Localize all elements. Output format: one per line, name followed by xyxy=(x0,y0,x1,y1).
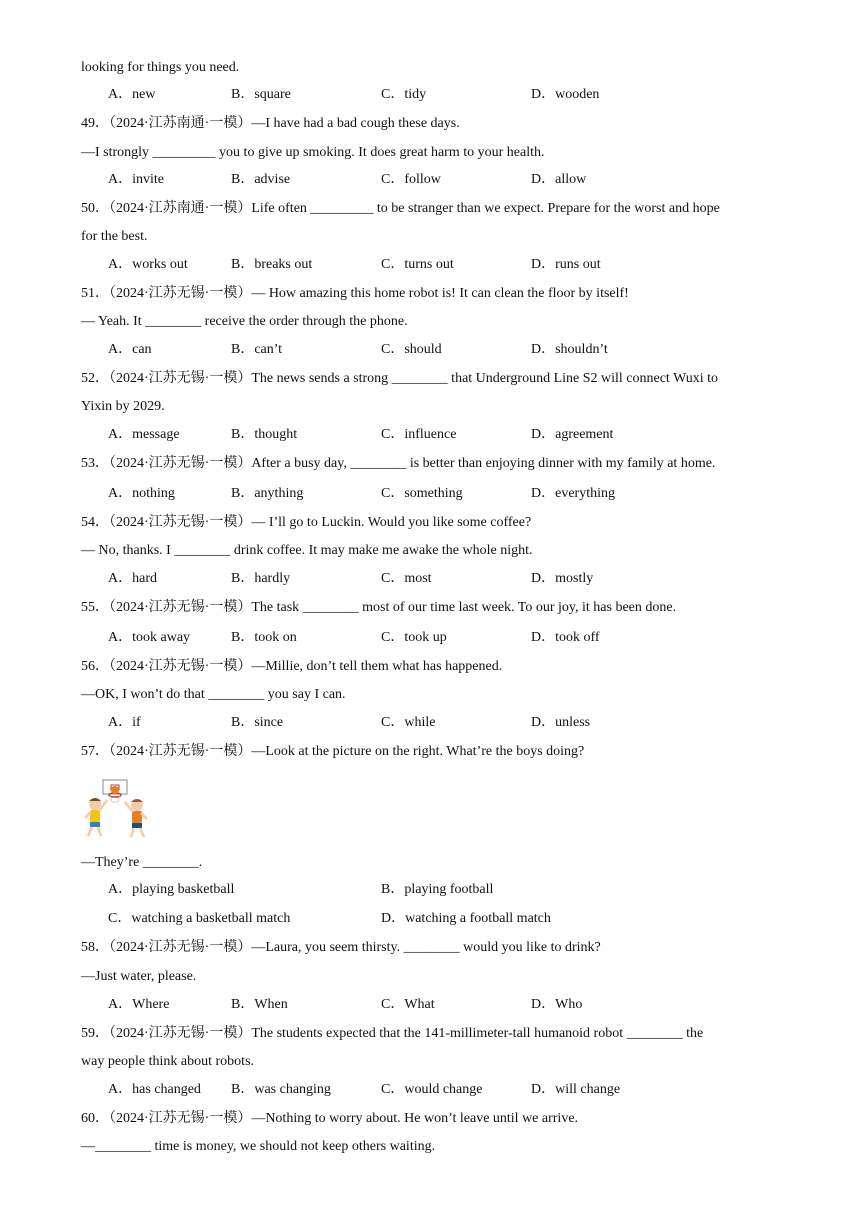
q49-option-b: B．advise xyxy=(231,172,291,187)
question-58-stem: 58．（2024·江苏无锡·一模）—Laura, you seem thirsty. ________ would you like to drink? xyxy=(81,940,601,955)
q59-option-d: D．will change xyxy=(531,1082,621,1097)
question-49-reply: —I strongly _________ you to give up smoking. It does great harm to your health. xyxy=(81,145,545,160)
question-52-stem: 52．（2024·江苏无锡·一模）The news sends a strong ________ that Underground Line S2 will connect Wuxi to xyxy=(81,371,719,386)
question-51-reply: — Yeah. It ________ receive the order through the phone. xyxy=(81,314,408,329)
q56-option-d: D．unless xyxy=(531,715,591,730)
q58-option-c: C．What xyxy=(381,997,435,1012)
question-51-stem: 51．（2024·江苏无锡·一模）— How amazing this home robot is! It can clean the floor by itself! xyxy=(81,286,629,301)
q54-option-d: D．mostly xyxy=(531,571,594,586)
q50-option-b: B．breaks out xyxy=(231,257,313,272)
q52-option-b: B．thought xyxy=(231,427,298,442)
question-58-reply: —Just water, please. xyxy=(81,969,197,984)
q51-option-d: D．shouldn’t xyxy=(531,342,608,357)
q56-option-b: B．since xyxy=(231,715,284,730)
q55-option-d: D．took off xyxy=(531,630,600,645)
question-57-stem: 57．（2024·江苏无锡·一模）—Look at the picture on the right. What’re the boys doing? xyxy=(81,744,585,759)
question-50-stem-cont: for the best. xyxy=(81,229,148,244)
question-59-stem: 59．（2024·江苏无锡·一模）The students expected that the 141-millimeter-tall humanoid robot ________ the xyxy=(81,1026,704,1041)
question-60-reply: —________ time is money, we should not keep others waiting. xyxy=(81,1139,436,1154)
q51-option-a: A．can xyxy=(108,342,152,357)
q58-option-b: B．When xyxy=(231,997,288,1012)
q56-option-c: C．while xyxy=(381,715,436,730)
basketball-players-image xyxy=(81,778,155,840)
q54-option-c: C．most xyxy=(381,571,432,586)
q59-option-a: A．has changed xyxy=(108,1082,201,1097)
question-49-stem: 49．（2024·江苏南通·一模）—I have had a bad cough these days. xyxy=(81,116,460,131)
q52-option-d: D．agreement xyxy=(531,427,614,442)
q49-option-d: D．allow xyxy=(531,172,587,187)
q51-option-c: C．should xyxy=(381,342,442,357)
q56-option-a: A．if xyxy=(108,715,141,730)
q48-option-a: A．new xyxy=(108,87,156,102)
q50-option-c: C．turns out xyxy=(381,257,454,272)
q54-option-b: B．hardly xyxy=(231,571,291,586)
q58-option-a: A．Where xyxy=(108,997,170,1012)
q57-option-a: A．playing basketball xyxy=(108,882,235,897)
q57-option-c: C．watching a basketball match xyxy=(108,911,291,926)
q57-option-b: B．playing football xyxy=(381,882,494,897)
question-56-reply: —OK, I won’t do that ________ you say I can. xyxy=(81,687,346,702)
q50-option-a: A．works out xyxy=(108,257,188,272)
q55-option-b: B．took on xyxy=(231,630,297,645)
question-54-stem: 54．（2024·江苏无锡·一模）— I’ll go to Luckin. Would you like some coffee? xyxy=(81,515,532,530)
q53-option-c: C．something xyxy=(381,486,463,501)
q48-option-b: B．square xyxy=(231,87,291,102)
q49-option-c: C．follow xyxy=(381,172,441,187)
q53-option-b: B．anything xyxy=(231,486,304,501)
q52-option-c: C．influence xyxy=(381,427,457,442)
q54-option-a: A．hard xyxy=(108,571,157,586)
q58-option-d: D．Who xyxy=(531,997,583,1012)
question-48-tail: looking for things you need. xyxy=(81,60,240,75)
question-57-reply: —They’re ________. xyxy=(81,855,203,870)
question-59-stem-cont: way people think about robots. xyxy=(81,1054,255,1069)
q49-option-a: A．invite xyxy=(108,172,164,187)
question-56-stem: 56．（2024·江苏无锡·一模）—Millie, don’t tell them what has happened. xyxy=(81,659,503,674)
q51-option-b: B．can’t xyxy=(231,342,283,357)
question-53-stem: 53．（2024·江苏无锡·一模）After a busy day, ________ is better than enjoying dinner with my family at home. xyxy=(81,456,716,471)
q57-option-d: D．watching a football match xyxy=(381,911,551,926)
question-54-reply: — No, thanks. I ________ drink coffee. It may make me awake the whole night. xyxy=(81,543,533,558)
question-55-stem: 55．（2024·江苏无锡·一模）The task ________ most of our time last week. To our joy, it has been done. xyxy=(81,600,677,615)
question-50-stem: 50．（2024·江苏南通·一模）Life often _________ to be stranger than we expect. Prepare for the worst and hope xyxy=(81,201,720,216)
question-52-stem-cont: Yixin by 2029. xyxy=(81,399,165,414)
q50-option-d: D．runs out xyxy=(531,257,601,272)
q48-option-c: C．tidy xyxy=(381,87,427,102)
q48-option-d: D．wooden xyxy=(531,87,600,102)
q55-option-a: A．took away xyxy=(108,630,191,645)
q59-option-c: C．would change xyxy=(381,1082,483,1097)
q53-option-d: D．everything xyxy=(531,486,615,501)
q53-option-a: A．nothing xyxy=(108,486,175,501)
question-60-stem: 60．（2024·江苏无锡·一模）—Nothing to worry about. He won’t leave until we arrive. xyxy=(81,1111,579,1126)
q55-option-c: C．took up xyxy=(381,630,447,645)
q52-option-a: A．message xyxy=(108,427,180,442)
q59-option-b: B．was changing xyxy=(231,1082,331,1097)
